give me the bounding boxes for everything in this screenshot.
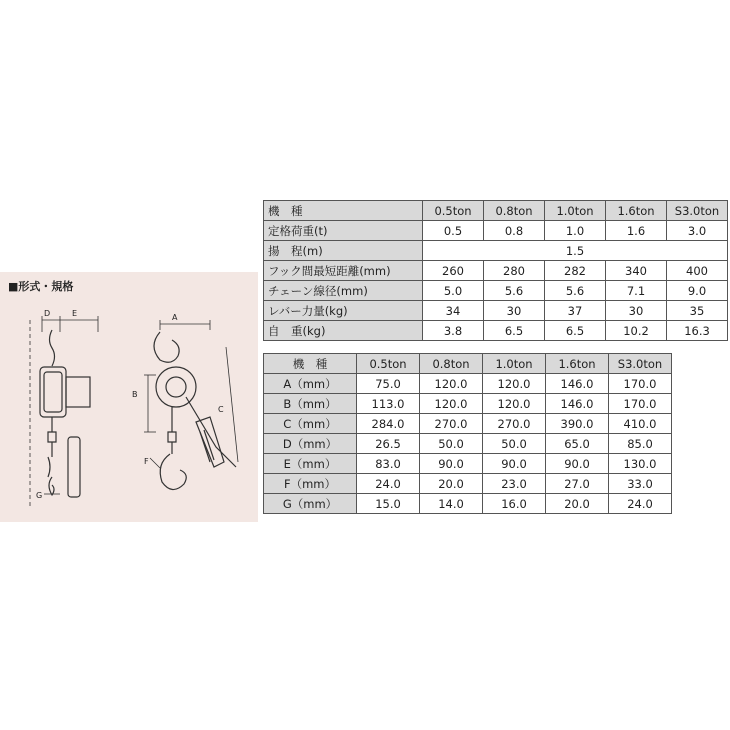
- label-f: F: [144, 457, 149, 466]
- table-cell: 16.0: [483, 494, 546, 514]
- table-row: [264, 241, 728, 261]
- table-cell: 65.0: [546, 434, 609, 454]
- table-cell: 120.0: [483, 394, 546, 414]
- table-cell: 5.0: [423, 281, 484, 301]
- table-cell: 146.0: [546, 374, 609, 394]
- table-cell: 0.8: [484, 221, 545, 241]
- table-row: [264, 221, 728, 241]
- table-cell: 50.0: [420, 434, 483, 454]
- table-cell: 340: [606, 261, 667, 281]
- label-d: D: [44, 309, 51, 318]
- label-c: C: [218, 405, 224, 414]
- hoist-diagram-panel: [0, 272, 258, 522]
- table-cell: 120.0: [483, 374, 546, 394]
- table-cell: 35: [667, 301, 728, 321]
- table-cell: 130.0: [609, 454, 672, 474]
- table-cell: 390.0: [546, 414, 609, 434]
- table-cell: 3.0: [667, 221, 728, 241]
- table-cell: 113.0: [357, 394, 420, 414]
- dimension-table: [263, 353, 672, 514]
- table-cell: 410.0: [609, 414, 672, 434]
- lever-hoist-drawing: [0, 272, 258, 522]
- table-cell: 33.0: [609, 474, 672, 494]
- row-label: F（mm）: [264, 474, 357, 494]
- table-cell: 14.0: [420, 494, 483, 514]
- column-header: 0.8ton: [484, 201, 545, 221]
- table-cell: 16.3: [667, 321, 728, 341]
- table-cell: 5.6: [545, 281, 606, 301]
- table-row: [264, 474, 672, 494]
- table-cell: 146.0: [546, 394, 609, 414]
- table-cell: 85.0: [609, 434, 672, 454]
- table-row: [264, 414, 672, 434]
- row-label: フック間最短距離(mm): [264, 261, 423, 281]
- table-cell: 284.0: [357, 414, 420, 434]
- table-row: [264, 394, 672, 414]
- column-header: 1.0ton: [483, 354, 546, 374]
- table-header-row: [264, 201, 728, 221]
- merged-cell: 1.5: [423, 241, 728, 261]
- column-header: S3.0ton: [667, 201, 728, 221]
- label-g: G: [36, 491, 43, 500]
- table-cell: 34: [423, 301, 484, 321]
- column-header-model: 機 種: [264, 354, 357, 374]
- row-label: 揚 程(m): [264, 241, 423, 261]
- row-label: E（mm）: [264, 454, 357, 474]
- spec-table: [263, 200, 728, 341]
- table-cell: 15.0: [357, 494, 420, 514]
- table-cell: 20.0: [546, 494, 609, 514]
- table-cell: 75.0: [357, 374, 420, 394]
- table-row: [264, 321, 728, 341]
- row-label: A（mm）: [264, 374, 357, 394]
- row-label: 自 重(kg): [264, 321, 423, 341]
- table-cell: 170.0: [609, 394, 672, 414]
- column-header: 0.5ton: [357, 354, 420, 374]
- row-label: チェーン線径(mm): [264, 281, 423, 301]
- column-header: 1.0ton: [545, 201, 606, 221]
- table-cell: 120.0: [420, 394, 483, 414]
- label-a: A: [172, 313, 178, 322]
- table-cell: 23.0: [483, 474, 546, 494]
- table-cell: 9.0: [667, 281, 728, 301]
- section-title: ■形式・規格: [8, 280, 74, 293]
- table-cell: 50.0: [483, 434, 546, 454]
- table-cell: 170.0: [609, 374, 672, 394]
- table-cell: 20.0: [420, 474, 483, 494]
- table-cell: 0.5: [423, 221, 484, 241]
- label-b: B: [132, 390, 138, 399]
- row-label: 定格荷重(t): [264, 221, 423, 241]
- row-label: D（mm）: [264, 434, 357, 454]
- column-header: 1.6ton: [546, 354, 609, 374]
- table-cell: 270.0: [483, 414, 546, 434]
- table-cell: 37: [545, 301, 606, 321]
- table-cell: 27.0: [546, 474, 609, 494]
- table-cell: 7.1: [606, 281, 667, 301]
- table-cell: 120.0: [420, 374, 483, 394]
- table-row: [264, 281, 728, 301]
- column-header: 1.6ton: [606, 201, 667, 221]
- table-cell: 282: [545, 261, 606, 281]
- table-cell: 10.2: [606, 321, 667, 341]
- table-cell: 1.6: [606, 221, 667, 241]
- table-row: [264, 494, 672, 514]
- table-cell: 26.5: [357, 434, 420, 454]
- column-header-model: 機 種: [264, 201, 423, 221]
- table-row: [264, 454, 672, 474]
- table-row: [264, 374, 672, 394]
- label-e: E: [72, 309, 78, 318]
- table-cell: 1.0: [545, 221, 606, 241]
- column-header: 0.8ton: [420, 354, 483, 374]
- table-cell: 260: [423, 261, 484, 281]
- table-cell: 90.0: [546, 454, 609, 474]
- table-cell: 6.5: [545, 321, 606, 341]
- column-header: S3.0ton: [609, 354, 672, 374]
- row-label: B（mm）: [264, 394, 357, 414]
- row-label: G（mm）: [264, 494, 357, 514]
- table-cell: 90.0: [483, 454, 546, 474]
- row-label: C（mm）: [264, 414, 357, 434]
- table-cell: 90.0: [420, 454, 483, 474]
- table-cell: 5.6: [484, 281, 545, 301]
- table-row: [264, 261, 728, 281]
- table-cell: 24.0: [609, 494, 672, 514]
- table-cell: 83.0: [357, 454, 420, 474]
- table-cell: 30: [606, 301, 667, 321]
- table-cell: 24.0: [357, 474, 420, 494]
- table-cell: 270.0: [420, 414, 483, 434]
- table-row: [264, 301, 728, 321]
- table-cell: 6.5: [484, 321, 545, 341]
- table-cell: 280: [484, 261, 545, 281]
- table-cell: 400: [667, 261, 728, 281]
- table-row: [264, 434, 672, 454]
- row-label: レバー力量(kg): [264, 301, 423, 321]
- column-header: 0.5ton: [423, 201, 484, 221]
- table-cell: 3.8: [423, 321, 484, 341]
- table-header-row: [264, 354, 672, 374]
- table-cell: 30: [484, 301, 545, 321]
